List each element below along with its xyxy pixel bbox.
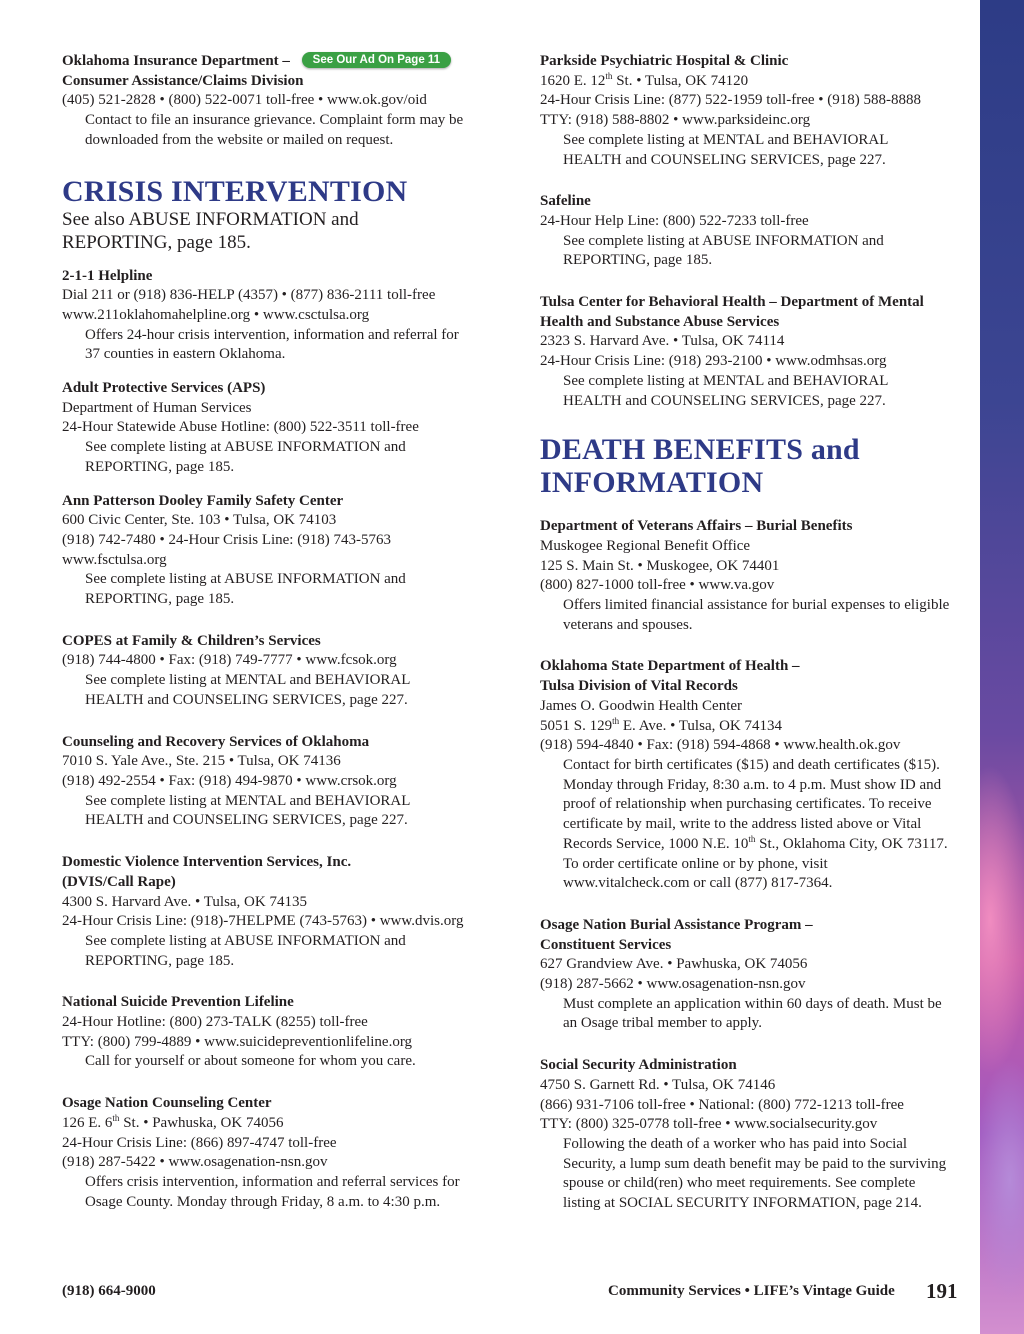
listing-name: Social Security Administration xyxy=(540,1057,737,1074)
contact-line: 24-Hour Crisis Line: (918) 293-2100 • www.odmhsas.org xyxy=(540,353,887,370)
section-crisis-intervention xyxy=(62,175,487,255)
listing-parkside-psychiatric xyxy=(540,52,970,170)
description-line: Monday through Friday, 8:30 a.m. to 4 p.m. Must show ID and xyxy=(563,776,942,793)
contact-line: (918) 287-5422 • www.osagenation-nsn.gov xyxy=(62,1154,328,1171)
description-line: 37 counties in eastern Oklahoma. xyxy=(85,346,286,363)
contact-line: TTY: (800) 325-0778 toll-free • www.socialsecurity.gov xyxy=(540,1116,878,1133)
contact-line: 7010 S. Yale Ave., Ste. 215 • Tulsa, OK 74136 xyxy=(62,753,341,770)
listing-dvis xyxy=(62,853,487,971)
listing-name: National Suicide Prevention Lifeline xyxy=(62,994,294,1011)
description-line: Records Service, 1000 N.E. 10th St., Oklahoma City, OK 73117. xyxy=(563,833,948,852)
description-line: See complete listing at MENTAL and BEHAVIORAL xyxy=(563,131,889,148)
contact-line: 24-Hour Statewide Abuse Hotline: (800) 522-3511 toll-free xyxy=(62,419,419,436)
description-line: Offers limited financial assistance for burial expenses to eligible xyxy=(563,597,950,614)
contact-line: Muskogee Regional Benefit Office xyxy=(540,537,751,554)
section-title: CRISIS INTERVENTION xyxy=(62,174,408,208)
listing-name: Osage Nation Counseling Center xyxy=(62,1095,272,1112)
listing-counseling-recovery-services xyxy=(62,733,487,832)
description-line: HEALTH and COUNSELING SERVICES, page 227. xyxy=(563,151,886,168)
listing-vital-records xyxy=(540,657,970,893)
contact-line: 24-Hour Crisis Line: (918)-7HELPME (743-5763) • www.dvis.org xyxy=(62,913,464,930)
description-line: HEALTH and COUNSELING SERVICES, page 227. xyxy=(85,812,408,829)
listing-name: COPES at Family & Children’s Services xyxy=(62,632,321,649)
listing-copes xyxy=(62,632,487,711)
listing-name: Tulsa Center for Behavioral Health – Department of Mental xyxy=(540,294,924,311)
listing-name: Counseling and Recovery Services of Oklahoma xyxy=(62,733,370,750)
description-line: See complete listing at MENTAL and BEHAVIORAL xyxy=(85,792,411,809)
listing-osage-nation-counseling-center xyxy=(62,1094,487,1212)
listing-name: Osage Nation Burial Assistance Program – xyxy=(540,916,813,933)
contact-line: TTY: (800) 799-4889 • www.suicidepreventionlifeline.org xyxy=(62,1033,413,1050)
decorative-side-band xyxy=(980,0,1024,1334)
listing-social-security xyxy=(540,1056,970,1214)
description-line: proof of relationship when purchasing certificates. To receive xyxy=(563,796,932,813)
contact-line: (918) 287-5662 • www.osagenation-nsn.gov xyxy=(540,976,806,993)
description-line: certificate by mail, write to the address listed above or Vital xyxy=(563,816,922,833)
description-line: Must complete an application within 60 days of death. Must be xyxy=(563,995,942,1012)
contact-line: (866) 931-7106 toll-free • National: (800) 772-1213 toll-free xyxy=(540,1096,904,1113)
description-line: Contact for birth certificates ($15) and death certificates ($15). xyxy=(563,756,940,773)
contact-line: 24-Hour Help Line: (800) 522-7233 toll-free xyxy=(540,212,809,229)
listing-oklahoma-insurance-department xyxy=(62,52,487,151)
description-line: listing at SOCIAL SECURITY INFORMATION, page 214. xyxy=(563,1195,922,1212)
description-line: REPORTING, page 185. xyxy=(85,458,235,475)
footer-guide-title: Community Services • LIFE’s Vintage Guide xyxy=(608,1283,895,1299)
contact-line: 4750 S. Garnett Rd. • Tulsa, OK 74146 xyxy=(540,1076,776,1093)
description-line: See complete listing at MENTAL and BEHAVIORAL xyxy=(85,672,411,689)
description-line: HEALTH and COUNSELING SERVICES, page 227. xyxy=(85,691,408,708)
description-line: REPORTING, page 185. xyxy=(85,952,235,969)
description-line: Offers crisis intervention, information and referral services for xyxy=(85,1173,460,1190)
listing-name: Department of Veterans Affairs – Burial Benefits xyxy=(540,518,853,535)
contact-line: 5051 S. 129th E. Ave. • Tulsa, OK 74134 xyxy=(540,715,783,734)
description-line: Following the death of a worker who has paid into Social xyxy=(563,1135,908,1152)
contact-line: 4300 S. Harvard Ave. • Tulsa, OK 74135 xyxy=(62,893,307,910)
listing-name: Parkside Psychiatric Hospital & Clinic xyxy=(540,53,789,69)
description-line: Osage County. Monday through Friday, 8 a.m. to 4:30 p.m. xyxy=(85,1193,441,1210)
description-line: www.vitalcheck.com or call (877) 817-7364. xyxy=(563,875,833,892)
description-line: downloaded from the website or mailed on request. xyxy=(85,131,394,148)
listing-name: Consumer Assistance/Claims Division xyxy=(62,72,304,89)
contact-line: 24-Hour Hotline: (800) 273-TALK (8255) toll-free xyxy=(62,1014,368,1031)
listing-tulsa-center-behavioral-health xyxy=(540,293,970,411)
listing-family-safety-center xyxy=(62,492,487,610)
contact-line: (918) 744-4800 • Fax: (918) 749-7777 • www.fcsok.org xyxy=(62,652,397,669)
contact-line: TTY: (918) 588-8802 • www.parksideinc.org xyxy=(540,112,811,129)
see-ad-badge[interactable]: See Our Ad On Page 11 xyxy=(302,52,451,68)
listing-name: Constituent Services xyxy=(540,936,672,953)
description-line: an Osage tribal member to apply. xyxy=(563,1015,762,1032)
right-column xyxy=(540,52,970,1228)
contact-line: 126 E. 6th St. • Pawhuska, OK 74056 xyxy=(62,1112,284,1131)
contact-line: (918) 594-4840 • Fax: (918) 594-4868 • www.health.ok.gov xyxy=(540,737,901,754)
description-line: REPORTING, page 185. xyxy=(85,591,235,608)
contact-line: (918) 742-7480 • 24-Hour Crisis Line: (918) 743-5763 xyxy=(62,531,391,548)
description-line: See complete listing at MENTAL and BEHAVIORAL xyxy=(563,372,889,389)
left-column xyxy=(62,52,487,1226)
description-line: See complete listing at ABUSE INFORMATION and xyxy=(85,932,406,949)
section-see-also: REPORTING, page 185. xyxy=(62,232,251,254)
section-see-also: See also ABUSE INFORMATION and xyxy=(62,208,359,230)
contact-line: Dial 211 or (918) 836-HELP (4357) • (877) 836-2111 toll-free xyxy=(62,287,436,304)
listing-name: Tulsa Division of Vital Records xyxy=(540,678,738,695)
listing-adult-protective-services xyxy=(62,379,487,478)
contact-line: 24-Hour Crisis Line: (866) 897-4747 toll-free xyxy=(62,1134,337,1151)
listing-name: (DVIS/Call Rape) xyxy=(62,873,176,890)
section-title: DEATH BENEFITS and xyxy=(540,433,860,467)
contact-line: (800) 827-1000 toll-free • www.va.gov xyxy=(540,577,775,594)
contact-line: 627 Grandview Ave. • Pawhuska, OK 74056 xyxy=(540,956,808,973)
listing-name: Safeline xyxy=(540,193,591,210)
listing-name: Adult Protective Services (APS) xyxy=(62,380,266,397)
listing-211-helpline xyxy=(62,267,487,366)
section-title: INFORMATION xyxy=(540,466,764,500)
contact-line: 125 S. Main St. • Muskogee, OK 74401 xyxy=(540,557,780,574)
contact-line: 600 Civic Center, Ste. 103 • Tulsa, OK 74103 xyxy=(62,512,337,529)
description-line: To order certificate online or by phone, visit xyxy=(563,855,828,872)
listing-osage-burial-assistance xyxy=(540,916,970,1034)
description-line: veterans and spouses. xyxy=(563,616,693,633)
description-line: Security, a lump sum death benefit may be paid to the surviving xyxy=(563,1155,947,1172)
description-line: spouse or child(ren) who meet requirements. See complete xyxy=(563,1175,916,1192)
description-line: REPORTING, page 185. xyxy=(563,252,713,269)
description-line: Offers 24-hour crisis intervention, information and referral for xyxy=(85,326,459,343)
listing-name: 2-1-1 Helpline xyxy=(62,267,153,284)
description-line: Contact to file an insurance grievance. Complaint form may be xyxy=(85,112,464,129)
contact-line: 1620 E. 12th St. • Tulsa, OK 74120 xyxy=(540,70,749,89)
listing-suicide-prevention-lifeline xyxy=(62,993,487,1072)
listing-name: Health and Substance Abuse Services xyxy=(540,313,780,330)
contact-line: 2323 S. Harvard Ave. • Tulsa, OK 74114 xyxy=(540,333,785,350)
contact-line: (918) 492-2554 • Fax: (918) 494-9870 • www.crsok.org xyxy=(62,772,397,789)
section-death-benefits xyxy=(540,433,970,499)
description-line: See complete listing at ABUSE INFORMATION and xyxy=(85,571,406,588)
listing-name: Oklahoma Insurance Department – xyxy=(62,53,290,69)
contact-line: 24-Hour Crisis Line: (877) 522-1959 toll-free • (918) 588-8888 xyxy=(540,92,922,109)
listing-name: Oklahoma State Department of Health – xyxy=(540,658,800,675)
listing-safeline xyxy=(540,192,970,271)
contact-line: www.211oklahomahelpline.org • www.csctulsa.org xyxy=(62,306,370,323)
contact-line: www.fsctulsa.org xyxy=(62,551,167,568)
contact-line: Department of Human Services xyxy=(62,399,252,416)
page-number: 191 xyxy=(926,1279,958,1303)
listing-name: Domestic Violence Intervention Services, Inc. xyxy=(62,854,352,871)
description-line: See complete listing at ABUSE INFORMATION and xyxy=(563,232,884,249)
contact-line: (405) 521-2828 • (800) 522-0071 toll-free • www.ok.gov/oid xyxy=(62,92,427,109)
description-line: See complete listing at ABUSE INFORMATION and xyxy=(85,439,406,456)
footer-phone: (918) 664-9000 xyxy=(62,1283,156,1299)
listing-veterans-affairs-burial xyxy=(540,517,970,635)
description-line: Call for yourself or about someone for whom you care. xyxy=(85,1053,416,1070)
listing-name: Ann Patterson Dooley Family Safety Center xyxy=(62,492,344,509)
description-line: HEALTH and COUNSELING SERVICES, page 227. xyxy=(563,392,886,409)
contact-line: James O. Goodwin Health Center xyxy=(540,697,743,714)
